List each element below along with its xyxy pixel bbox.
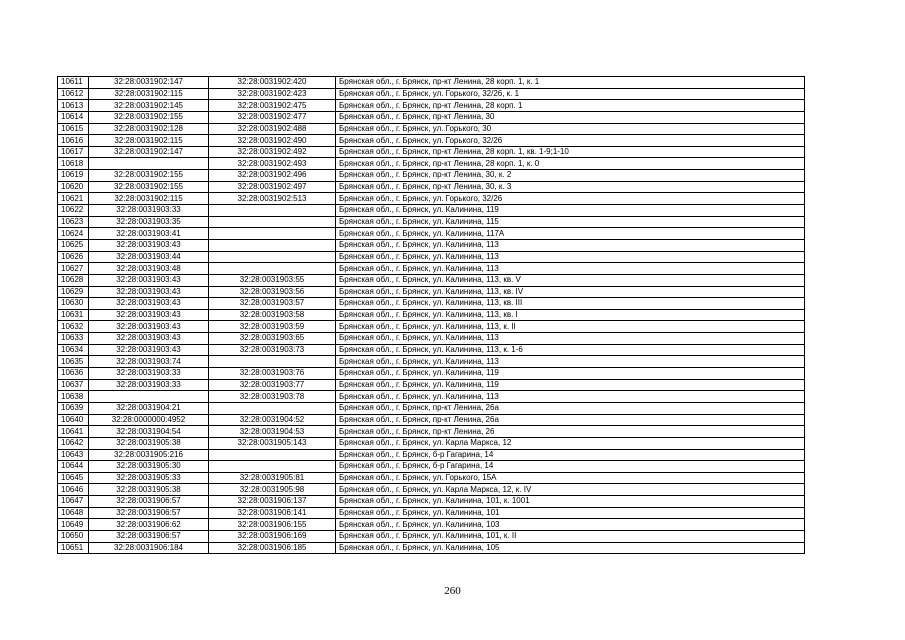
cadastral-number-cell [89, 158, 209, 170]
object-cadastral-number-cell: 32:28:0031902:477 [209, 111, 336, 123]
cadastral-number-cell: 32:28:0031903:33 [89, 368, 209, 380]
table-row [58, 368, 805, 380]
table-row [58, 135, 805, 147]
row-number-cell: 10632 [58, 321, 89, 333]
row-number-cell: 10620 [58, 181, 89, 193]
address-cell: Брянская обл., г. Брянск, ул. Калинина, 113 [336, 251, 805, 263]
object-cadastral-number-cell: 32:28:0031903:78 [209, 391, 336, 403]
cadastral-number-cell: 32:28:0031903:43 [89, 239, 209, 251]
address-cell: Брянская обл., г. Брянск, ул. Калинина, 113, кв. IV [336, 286, 805, 298]
address-cell: Брянская обл., г. Брянск, ул. Калинина, 113, к. 1-6 [336, 344, 805, 356]
row-number-cell: 10613 [58, 100, 89, 112]
address-cell: Брянская обл., г. Брянск, пр-кт Ленина, 28 корп. 1 [336, 100, 805, 112]
object-cadastral-number-cell: 32:28:0031903:57 [209, 298, 336, 310]
address-cell: Брянская обл., г. Брянск, ул. Калинина, 113 [336, 263, 805, 275]
table-row [58, 263, 805, 275]
row-number-cell: 10631 [58, 309, 89, 321]
address-cell: Брянская обл., г. Брянск, пр-кт Ленина, 30, к. 2 [336, 170, 805, 182]
cadastral-number-cell: 32:28:0031903:48 [89, 263, 209, 275]
table-row [58, 530, 805, 542]
address-cell: Брянская обл., г. Брянск, ул. Калинина, 115 [336, 216, 805, 228]
address-cell: Брянская обл., г. Брянск, ул. Калинина, 119 [336, 379, 805, 391]
table-row [58, 309, 805, 321]
address-cell: Брянская обл., г. Брянск, ул. Калинина, 113 [336, 239, 805, 251]
table-row [58, 484, 805, 496]
row-number-cell: 10624 [58, 228, 89, 240]
row-number-cell: 10643 [58, 449, 89, 461]
object-cadastral-number-cell [209, 449, 336, 461]
cadastral-number-cell: 32:28:0031902:147 [89, 77, 209, 89]
cadastral-number-cell: 32:28:0031903:43 [89, 274, 209, 286]
row-number-cell: 10635 [58, 356, 89, 368]
table-row [58, 426, 805, 438]
address-cell: Брянская обл., г. Брянск, пр-кт Ленина, 28 корп. 1, кв. 1-9;1-10 [336, 146, 805, 158]
address-cell: Брянская обл., г. Брянск, ул. Калинина, 113, кв. I [336, 309, 805, 321]
row-number-cell: 10641 [58, 426, 89, 438]
object-cadastral-number-cell: 32:28:0031902:493 [209, 158, 336, 170]
table-row [58, 519, 805, 531]
cadastral-number-cell: 32:28:0031902:115 [89, 193, 209, 205]
row-number-cell: 10627 [58, 263, 89, 275]
cadastral-number-cell: 32:28:0031902:115 [89, 88, 209, 100]
table-row [58, 146, 805, 158]
object-cadastral-number-cell [209, 239, 336, 251]
cadastral-number-cell: 32:28:0031902:115 [89, 135, 209, 147]
row-number-cell: 10616 [58, 135, 89, 147]
object-cadastral-number-cell: 32:28:0031903:77 [209, 379, 336, 391]
object-cadastral-number-cell: 32:28:0031903:65 [209, 333, 336, 345]
cadastral-number-cell: 32:28:0000000:4952 [89, 414, 209, 426]
table-row [58, 402, 805, 414]
cadastral-number-cell: 32:28:0031904:54 [89, 426, 209, 438]
address-cell: Брянская обл., г. Брянск, пр-кт Ленина, 30 [336, 111, 805, 123]
row-number-cell: 10638 [58, 391, 89, 403]
address-cell: Брянская обл., г. Брянск, ул. Калинина, 101, к. II [336, 530, 805, 542]
row-number-cell: 10634 [58, 344, 89, 356]
table-row [58, 461, 805, 473]
row-number-cell: 10639 [58, 402, 89, 414]
object-cadastral-number-cell: 32:28:0031906:185 [209, 542, 336, 554]
object-cadastral-number-cell: 32:28:0031902:492 [209, 146, 336, 158]
table-row [58, 228, 805, 240]
address-cell: Брянская обл., г. Брянск, ул. Калинина, 119 [336, 368, 805, 380]
cadastral-number-cell: 32:28:0031902:155 [89, 181, 209, 193]
object-cadastral-number-cell: 32:28:0031904:53 [209, 426, 336, 438]
row-number-cell: 10628 [58, 274, 89, 286]
object-cadastral-number-cell: 32:28:0031903:58 [209, 309, 336, 321]
cadastral-number-cell: 32:28:0031905:38 [89, 437, 209, 449]
cadastral-number-cell: 32:28:0031906:184 [89, 542, 209, 554]
object-cadastral-number-cell: 32:28:0031902:513 [209, 193, 336, 205]
object-cadastral-number-cell: 32:28:0031906:169 [209, 530, 336, 542]
page-number: 260 [444, 585, 461, 597]
address-cell: Брянская обл., г. Брянск, ул. Горького, 32/26 [336, 193, 805, 205]
cadastral-number-cell: 32:28:0031903:43 [89, 321, 209, 333]
table-row [58, 181, 805, 193]
row-number-cell: 10615 [58, 123, 89, 135]
row-number-cell: 10622 [58, 205, 89, 217]
cadastral-number-cell: 32:28:0031902:128 [89, 123, 209, 135]
object-cadastral-number-cell: 32:28:0031903:56 [209, 286, 336, 298]
address-cell: Брянская обл., г. Брянск, б-р Гагарина, 14 [336, 449, 805, 461]
table-row [58, 391, 805, 403]
row-number-cell: 10637 [58, 379, 89, 391]
address-cell: Брянская обл., г. Брянск, ул. Карла Маркса, 12 [336, 437, 805, 449]
table-row [58, 77, 805, 89]
object-cadastral-number-cell: 32:28:0031902:497 [209, 181, 336, 193]
registry-table [57, 76, 805, 554]
address-cell: Брянская обл., г. Брянск, ул. Калинина, 113, кв. III [336, 298, 805, 310]
table-row [58, 205, 805, 217]
row-number-cell: 10614 [58, 111, 89, 123]
table-row [58, 158, 805, 170]
address-cell: Брянская обл., г. Брянск, пр-кт Ленина, 26а [336, 414, 805, 426]
row-number-cell: 10617 [58, 146, 89, 158]
address-cell: Брянская обл., г. Брянск, ул. Калинина, 113, кв. V [336, 274, 805, 286]
row-number-cell: 10648 [58, 507, 89, 519]
cadastral-number-cell: 32:28:0031903:43 [89, 286, 209, 298]
object-cadastral-number-cell: 32:28:0031902:420 [209, 77, 336, 89]
table-row [58, 507, 805, 519]
object-cadastral-number-cell: 32:28:0031903:73 [209, 344, 336, 356]
row-number-cell: 10611 [58, 77, 89, 89]
row-number-cell: 10619 [58, 170, 89, 182]
address-cell: Брянская обл., г. Брянск, ул. Калинина, 101, к. 1001 [336, 496, 805, 508]
object-cadastral-number-cell: 32:28:0031906:155 [209, 519, 336, 531]
cadastral-number-cell: 32:28:0031905:38 [89, 484, 209, 496]
row-number-cell: 10612 [58, 88, 89, 100]
table-row [58, 472, 805, 484]
row-number-cell: 10636 [58, 368, 89, 380]
object-cadastral-number-cell: 32:28:0031903:59 [209, 321, 336, 333]
cadastral-number-cell: 32:28:0031906:57 [89, 496, 209, 508]
object-cadastral-number-cell: 32:28:0031902:475 [209, 100, 336, 112]
row-number-cell: 10650 [58, 530, 89, 542]
cadastral-number-cell: 32:28:0031906:57 [89, 530, 209, 542]
object-cadastral-number-cell: 32:28:0031902:488 [209, 123, 336, 135]
row-number-cell: 10618 [58, 158, 89, 170]
object-cadastral-number-cell: 32:28:0031903:55 [209, 274, 336, 286]
address-cell: Брянская обл., г. Брянск, пр-кт Ленина, 26а [336, 402, 805, 414]
cadastral-number-cell: 32:28:0031903:43 [89, 344, 209, 356]
row-number-cell: 10642 [58, 437, 89, 449]
row-number-cell: 10623 [58, 216, 89, 228]
object-cadastral-number-cell: 32:28:0031906:137 [209, 496, 336, 508]
address-cell: Брянская обл., г. Брянск, пр-кт Ленина, 30, к. 3 [336, 181, 805, 193]
object-cadastral-number-cell: 32:28:0031904:52 [209, 414, 336, 426]
address-cell: Брянская обл., г. Брянск, ул. Горького, 32/26, к. 1 [336, 88, 805, 100]
row-number-cell: 10625 [58, 239, 89, 251]
row-number-cell: 10621 [58, 193, 89, 205]
cadastral-number-cell: 32:28:0031902:155 [89, 170, 209, 182]
address-cell: Брянская обл., г. Брянск, ул. Карла Маркса, 12, к. IV [336, 484, 805, 496]
address-cell: Брянская обл., г. Брянск, ул. Горького, 32/26 [336, 135, 805, 147]
cadastral-number-cell: 32:28:0031905:30 [89, 461, 209, 473]
address-cell: Брянская обл., г. Брянск, ул. Калинина, 113, к. II [336, 321, 805, 333]
object-cadastral-number-cell: 32:28:0031902:423 [209, 88, 336, 100]
cadastral-number-cell: 32:28:0031903:44 [89, 251, 209, 263]
table-row [58, 100, 805, 112]
table-row [58, 123, 805, 135]
address-cell: Брянская обл., г. Брянск, ул. Калинина, 113 [336, 333, 805, 345]
cadastral-number-cell: 32:28:0031903:43 [89, 309, 209, 321]
cadastral-number-cell: 32:28:0031904:21 [89, 402, 209, 414]
table-row [58, 251, 805, 263]
row-number-cell: 10651 [58, 542, 89, 554]
registry-table-body [58, 77, 805, 554]
cadastral-number-cell: 32:28:0031903:43 [89, 333, 209, 345]
address-cell: Брянская обл., г. Брянск, ул. Калинина, 113 [336, 356, 805, 368]
row-number-cell: 10630 [58, 298, 89, 310]
table-row [58, 321, 805, 333]
address-cell: Брянская обл., г. Брянск, ул. Калинина, 119 [336, 205, 805, 217]
table-row [58, 344, 805, 356]
table-row [58, 449, 805, 461]
table-row [58, 193, 805, 205]
object-cadastral-number-cell: 32:28:0031905:98 [209, 484, 336, 496]
table-row [58, 333, 805, 345]
object-cadastral-number-cell [209, 461, 336, 473]
table-row [58, 170, 805, 182]
row-number-cell: 10626 [58, 251, 89, 263]
table-row [58, 542, 805, 554]
row-number-cell: 10629 [58, 286, 89, 298]
address-cell: Брянская обл., г. Брянск, пр-кт Ленина, 28 корп. 1, к. 0 [336, 158, 805, 170]
cadastral-number-cell: 32:28:0031905:33 [89, 472, 209, 484]
table-row [58, 379, 805, 391]
object-cadastral-number-cell: 32:28:0031905:81 [209, 472, 336, 484]
cadastral-number-cell [89, 391, 209, 403]
cadastral-number-cell: 32:28:0031906:57 [89, 507, 209, 519]
cadastral-number-cell: 32:28:0031902:155 [89, 111, 209, 123]
object-cadastral-number-cell [209, 216, 336, 228]
cadastral-number-cell: 32:28:0031903:43 [89, 298, 209, 310]
cadastral-number-cell: 32:28:0031902:145 [89, 100, 209, 112]
object-cadastral-number-cell [209, 402, 336, 414]
row-number-cell: 10644 [58, 461, 89, 473]
address-cell: Брянская обл., г. Брянск, ул. Горького, 15А [336, 472, 805, 484]
address-cell: Брянская обл., г. Брянск, ул. Калинина, 101 [336, 507, 805, 519]
address-cell: Брянская обл., г. Брянск, ул. Калинина, 117А [336, 228, 805, 240]
object-cadastral-number-cell: 32:28:0031902:496 [209, 170, 336, 182]
table-row [58, 356, 805, 368]
row-number-cell: 10640 [58, 414, 89, 426]
object-cadastral-number-cell [209, 251, 336, 263]
row-number-cell: 10647 [58, 496, 89, 508]
table-row [58, 88, 805, 100]
cadastral-number-cell: 32:28:0031903:74 [89, 356, 209, 368]
table-row [58, 414, 805, 426]
table-row [58, 111, 805, 123]
address-cell: Брянская обл., г. Брянск, ул. Калинина, 105 [336, 542, 805, 554]
object-cadastral-number-cell [209, 205, 336, 217]
row-number-cell: 10633 [58, 333, 89, 345]
object-cadastral-number-cell: 32:28:0031906:141 [209, 507, 336, 519]
cadastral-number-cell: 32:28:0031903:35 [89, 216, 209, 228]
row-number-cell: 10645 [58, 472, 89, 484]
cadastral-number-cell: 32:28:0031903:33 [89, 205, 209, 217]
table-row [58, 437, 805, 449]
object-cadastral-number-cell: 32:28:0031902:490 [209, 135, 336, 147]
address-cell: Брянская обл., г. Брянск, пр-кт Ленина, 28 корп. 1, к. 1 [336, 77, 805, 89]
row-number-cell: 10646 [58, 484, 89, 496]
table-row [58, 298, 805, 310]
cadastral-number-cell: 32:28:0031906:62 [89, 519, 209, 531]
table-row [58, 239, 805, 251]
object-cadastral-number-cell [209, 263, 336, 275]
address-cell: Брянская обл., г. Брянск, ул. Калинина, 103 [336, 519, 805, 531]
table-row [58, 274, 805, 286]
object-cadastral-number-cell [209, 228, 336, 240]
cadastral-number-cell: 32:28:0031903:41 [89, 228, 209, 240]
cadastral-number-cell: 32:28:0031905:216 [89, 449, 209, 461]
address-cell: Брянская обл., г. Брянск, б-р Гагарина, 14 [336, 461, 805, 473]
table-row [58, 216, 805, 228]
address-cell: Брянская обл., г. Брянск, ул. Горького, 30 [336, 123, 805, 135]
table-row [58, 496, 805, 508]
cadastral-number-cell: 32:28:0031902:147 [89, 146, 209, 158]
address-cell: Брянская обл., г. Брянск, ул. Калинина, 113 [336, 391, 805, 403]
address-cell: Брянская обл., г. Брянск, пр-кт Ленина, 26 [336, 426, 805, 438]
table-row [58, 286, 805, 298]
object-cadastral-number-cell: 32:28:0031903:76 [209, 368, 336, 380]
cadastral-number-cell: 32:28:0031903:33 [89, 379, 209, 391]
object-cadastral-number-cell: 32:28:0031905:143 [209, 437, 336, 449]
row-number-cell: 10649 [58, 519, 89, 531]
object-cadastral-number-cell [209, 356, 336, 368]
